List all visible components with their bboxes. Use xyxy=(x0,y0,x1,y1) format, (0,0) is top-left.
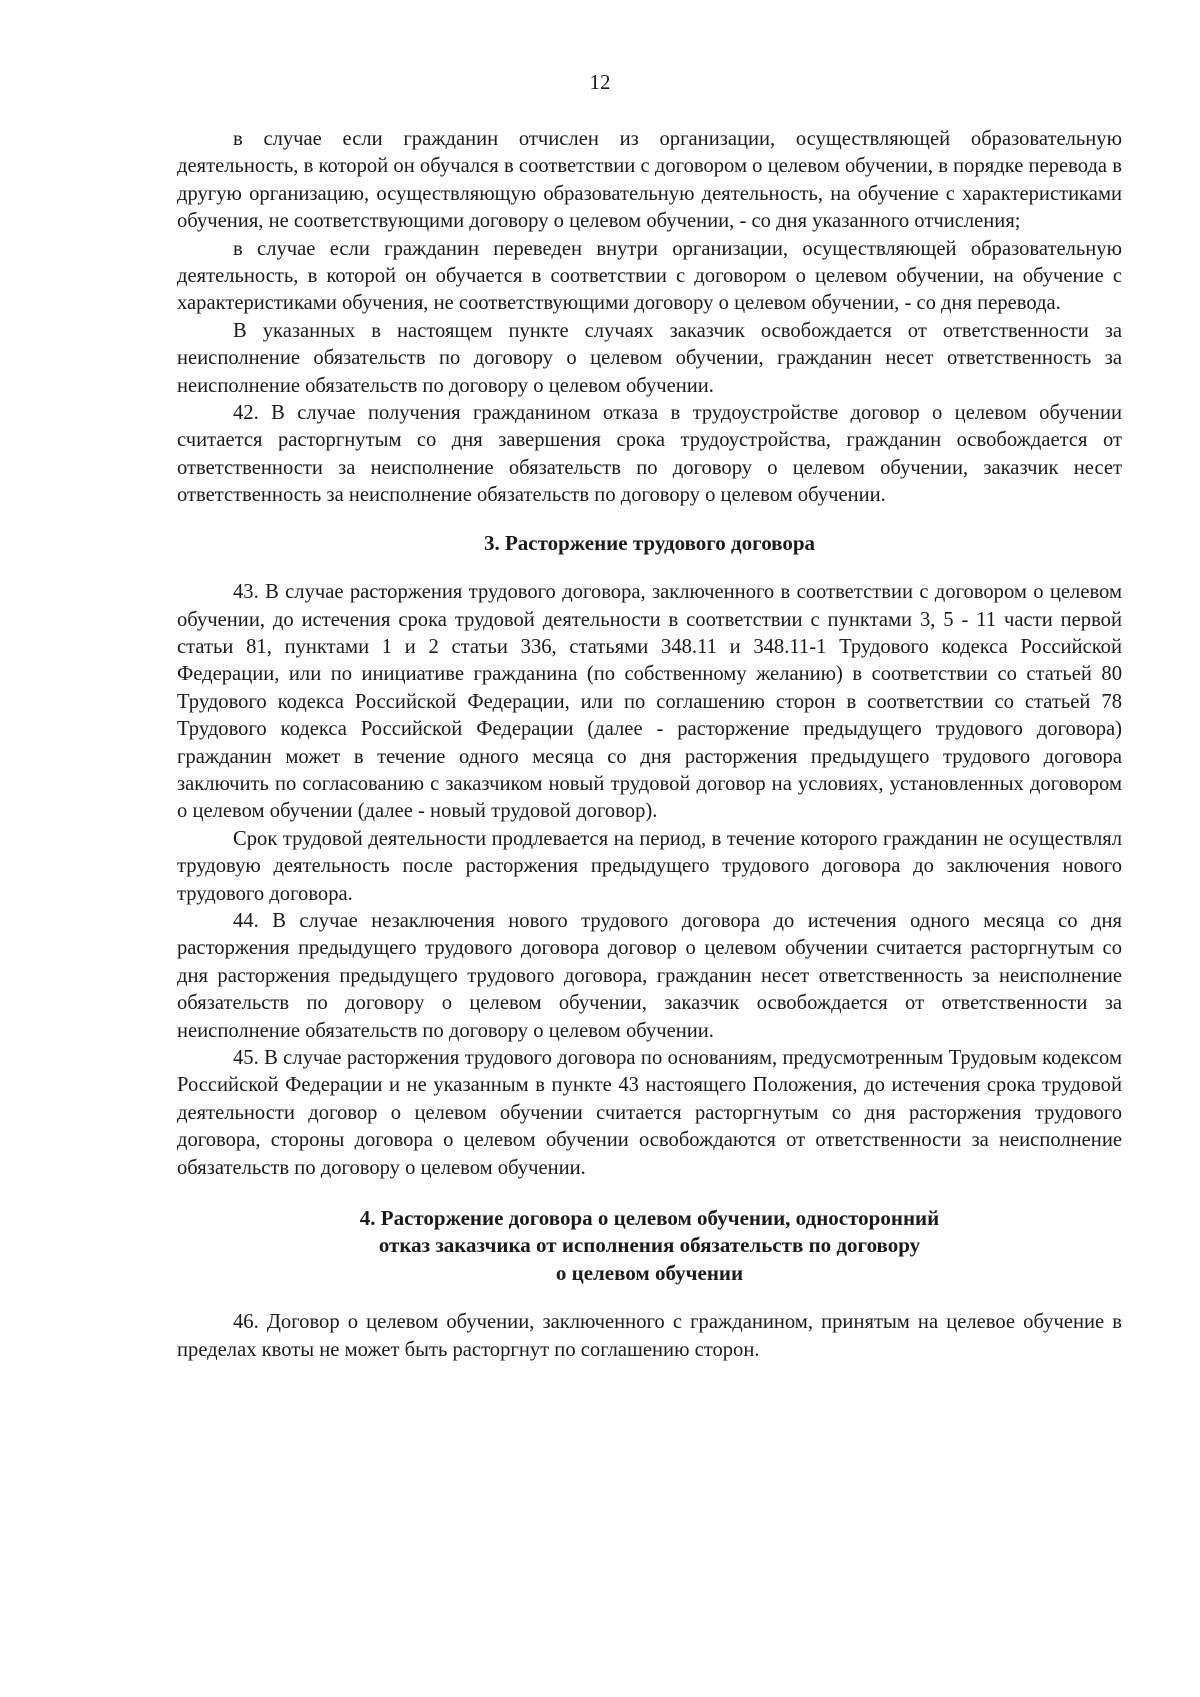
paragraph-item-43: 43. В случае расторжения трудового договора, заключенного в соответствии с договором о целевом обучении, до истечения срока трудовой деятельности в соответствии с пунктами 3, 5 - 11 части первой статьи 81, пунктами 1 и 2 статьи 336, статьями 348.11 и 348.11-1 Трудового кодекса Российской Федерации, или по инициативе гражданина (по собственному желанию) в соответствии со статьей 80 Трудового кодекса Российской Федерации, или по соглашению сторон в соответствии со статьей 78 Трудового кодекса Российской Федерации (далее - расторжение предыдущего трудового договора) гражданин может в течение одного месяца со дня расторжения предыдущего трудового договора заключить по согласованию с заказчиком новый трудовой договор на условиях, установленных договором о целевом обучении (далее - новый трудовой договор). xyxy=(177,581,1122,823)
paragraph: Срок трудовой деятельности продлевается на период, в течение которого гражданин не осуществлял трудовую деятельность после расторжения предыдущего трудового договора до заключения нового трудового договора. xyxy=(177,827,1122,905)
section-4-heading xyxy=(177,1205,1122,1287)
paragraph: В указанных в настоящем пункте случаях заказчик освобождается от ответственности за неисполнение обязательств по договору о целевом обучении, гражданин несет ответственность за неисполнение обязательств по договору о целевом обучении. xyxy=(177,319,1122,397)
paragraph-item-45: 45. В случае расторжения трудового договора по основаниям, предусмотренным Трудовым кодексом Российской Федерации и не указанным в пункте 43 настоящего Положения, до истечения срока трудовой деятельности договор о целевом обучении считается расторгнутым со дня расторжения трудового договора, стороны договора о целевом обучении освобождаются от ответственности за неисполнение обязательств по договору о целевом обучении. xyxy=(177,1047,1122,1179)
section-3-heading: 3. Расторжение трудового договора xyxy=(483,530,816,555)
paragraph-item-46: 46. Договор о целевом обучении, заключенного с гражданином, принятым на целевое обучение в пределах квоты не может быть расторгнут по соглашению сторон. xyxy=(177,1311,1122,1361)
document-body xyxy=(177,126,1122,1364)
page-number: 12 xyxy=(589,70,611,94)
paragraph: в случае если гражданин переведен внутри организации, осуществляющей образовательную деятельность, в которой он обучается в соответствии с договором о целевом обучении, на обучение с характеристиками обучения, не соответствующими договору о целевом обучении, - со дня перевода. xyxy=(177,237,1122,315)
paragraph-item-42: 42. В случае получения гражданином отказа в трудоустройстве договор о целевом обучении считается расторгнутым со дня завершения срока трудоустройства, гражданин освобождается от ответственности за неисполнение обязательств по договору о целевом обучении, заказчик несет ответственность за неисполнение обязательств по договору о целевом обучении. xyxy=(177,402,1122,507)
paragraph: в случае если гражданин отчислен из организации, осуществляющей образовательную деятельность, в которой он обучался в соответствии с договором о целевом обучении, в порядке перевода в другую организацию, осуществляющую образовательную деятельность, на обучение с характеристиками обучения, не соответствующими договору о целевом обучении, - со дня указанного отчисления; xyxy=(177,128,1122,233)
section-4-heading-line: 4. Расторжение договора о целевом обучении, односторонний xyxy=(359,1206,940,1231)
paragraph-item-44: 44. В случае незаключения нового трудового договора до истечения одного месяца со дня расторжения предыдущего трудового договора договор о целевом обучении считается расторгнутым со дня расторжения предыдущего трудового договора, гражданин несет ответственность за неисполнение обязательств по договору о целевом обучении, заказчик освобождается от ответственности за неисполнение обязательств по договору о целевом обучении. xyxy=(177,909,1122,1042)
section-4-heading-line: о целевом обучении xyxy=(555,1260,744,1285)
section-4-heading-line: отказ заказчика от исполнения обязательств по договору xyxy=(378,1233,921,1258)
